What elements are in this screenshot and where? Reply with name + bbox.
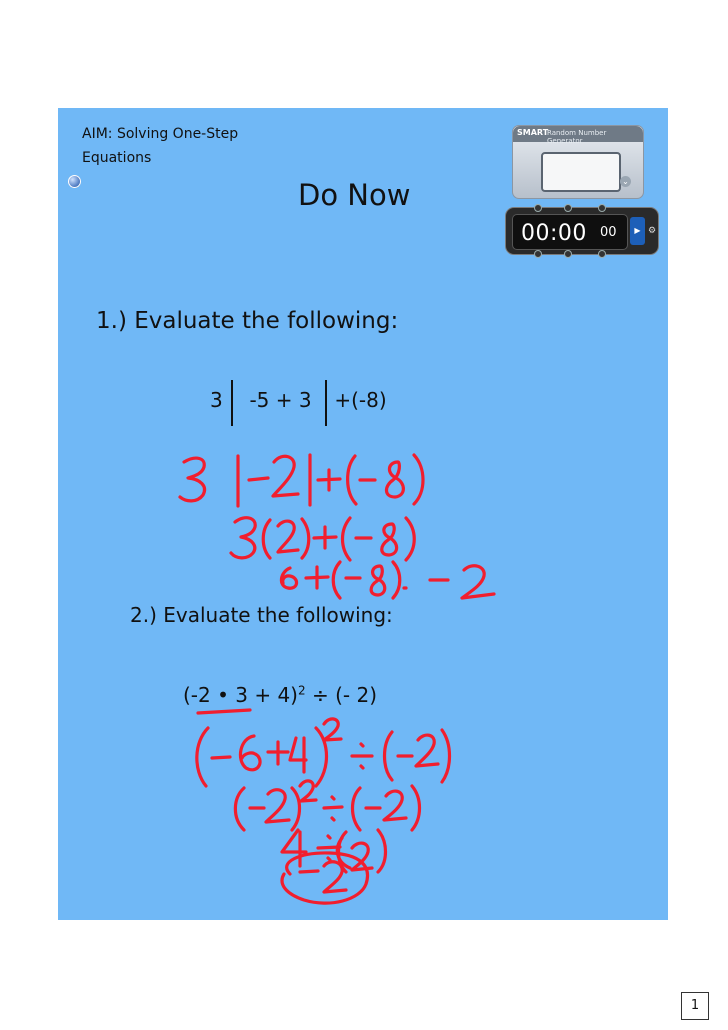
timer-hundredths: 00	[600, 225, 617, 240]
question-2: 2.) Evaluate the following:	[130, 603, 393, 627]
settings-icon[interactable]: ⚙	[648, 226, 657, 236]
expr1-left: 3	[210, 388, 223, 412]
question-2-expression	[183, 683, 377, 707]
random-number-generator-widget[interactable]	[512, 125, 644, 199]
timer-knob[interactable]	[598, 250, 606, 258]
timer-knob[interactable]	[564, 204, 572, 212]
rng-brand: SMART	[517, 128, 549, 137]
globe-icon[interactable]	[68, 175, 81, 188]
rng-title-bar[interactable]	[513, 126, 643, 145]
timer-knob[interactable]	[564, 250, 572, 258]
play-icon[interactable]: ▶	[630, 217, 645, 245]
timer-digits: 00:00	[521, 221, 587, 246]
aim-line-1: AIM: Solving One-Step	[82, 126, 239, 142]
rng-display	[541, 152, 621, 192]
timer-knob[interactable]	[534, 250, 542, 258]
expr2-rest: ÷ (- 2)	[305, 683, 378, 707]
question-1-expression	[210, 388, 387, 412]
page-title: Do Now	[298, 178, 411, 212]
rng-label: Random Number Generator	[547, 129, 607, 145]
timer-knob[interactable]	[534, 204, 542, 212]
chevron-down-icon[interactable]: ⌄	[620, 176, 631, 187]
expr2-exponent: 2	[297, 683, 306, 698]
absolute-value-bar-right	[325, 380, 327, 426]
timer-knob[interactable]	[598, 204, 606, 212]
timer-widget[interactable]	[505, 207, 659, 255]
aim-text	[82, 122, 238, 170]
absolute-value-bar-left	[231, 380, 233, 426]
question-1: 1.) Evaluate the following:	[96, 308, 399, 334]
timer-display	[512, 214, 628, 250]
expr1-right: +(-8)	[334, 388, 387, 412]
page-number: 1	[681, 992, 709, 1020]
expr1-inside: -5 + 3	[249, 388, 312, 412]
aim-line-2: Equations	[82, 150, 152, 166]
expr2-base: (-2 • 3 + 4)	[183, 683, 298, 707]
